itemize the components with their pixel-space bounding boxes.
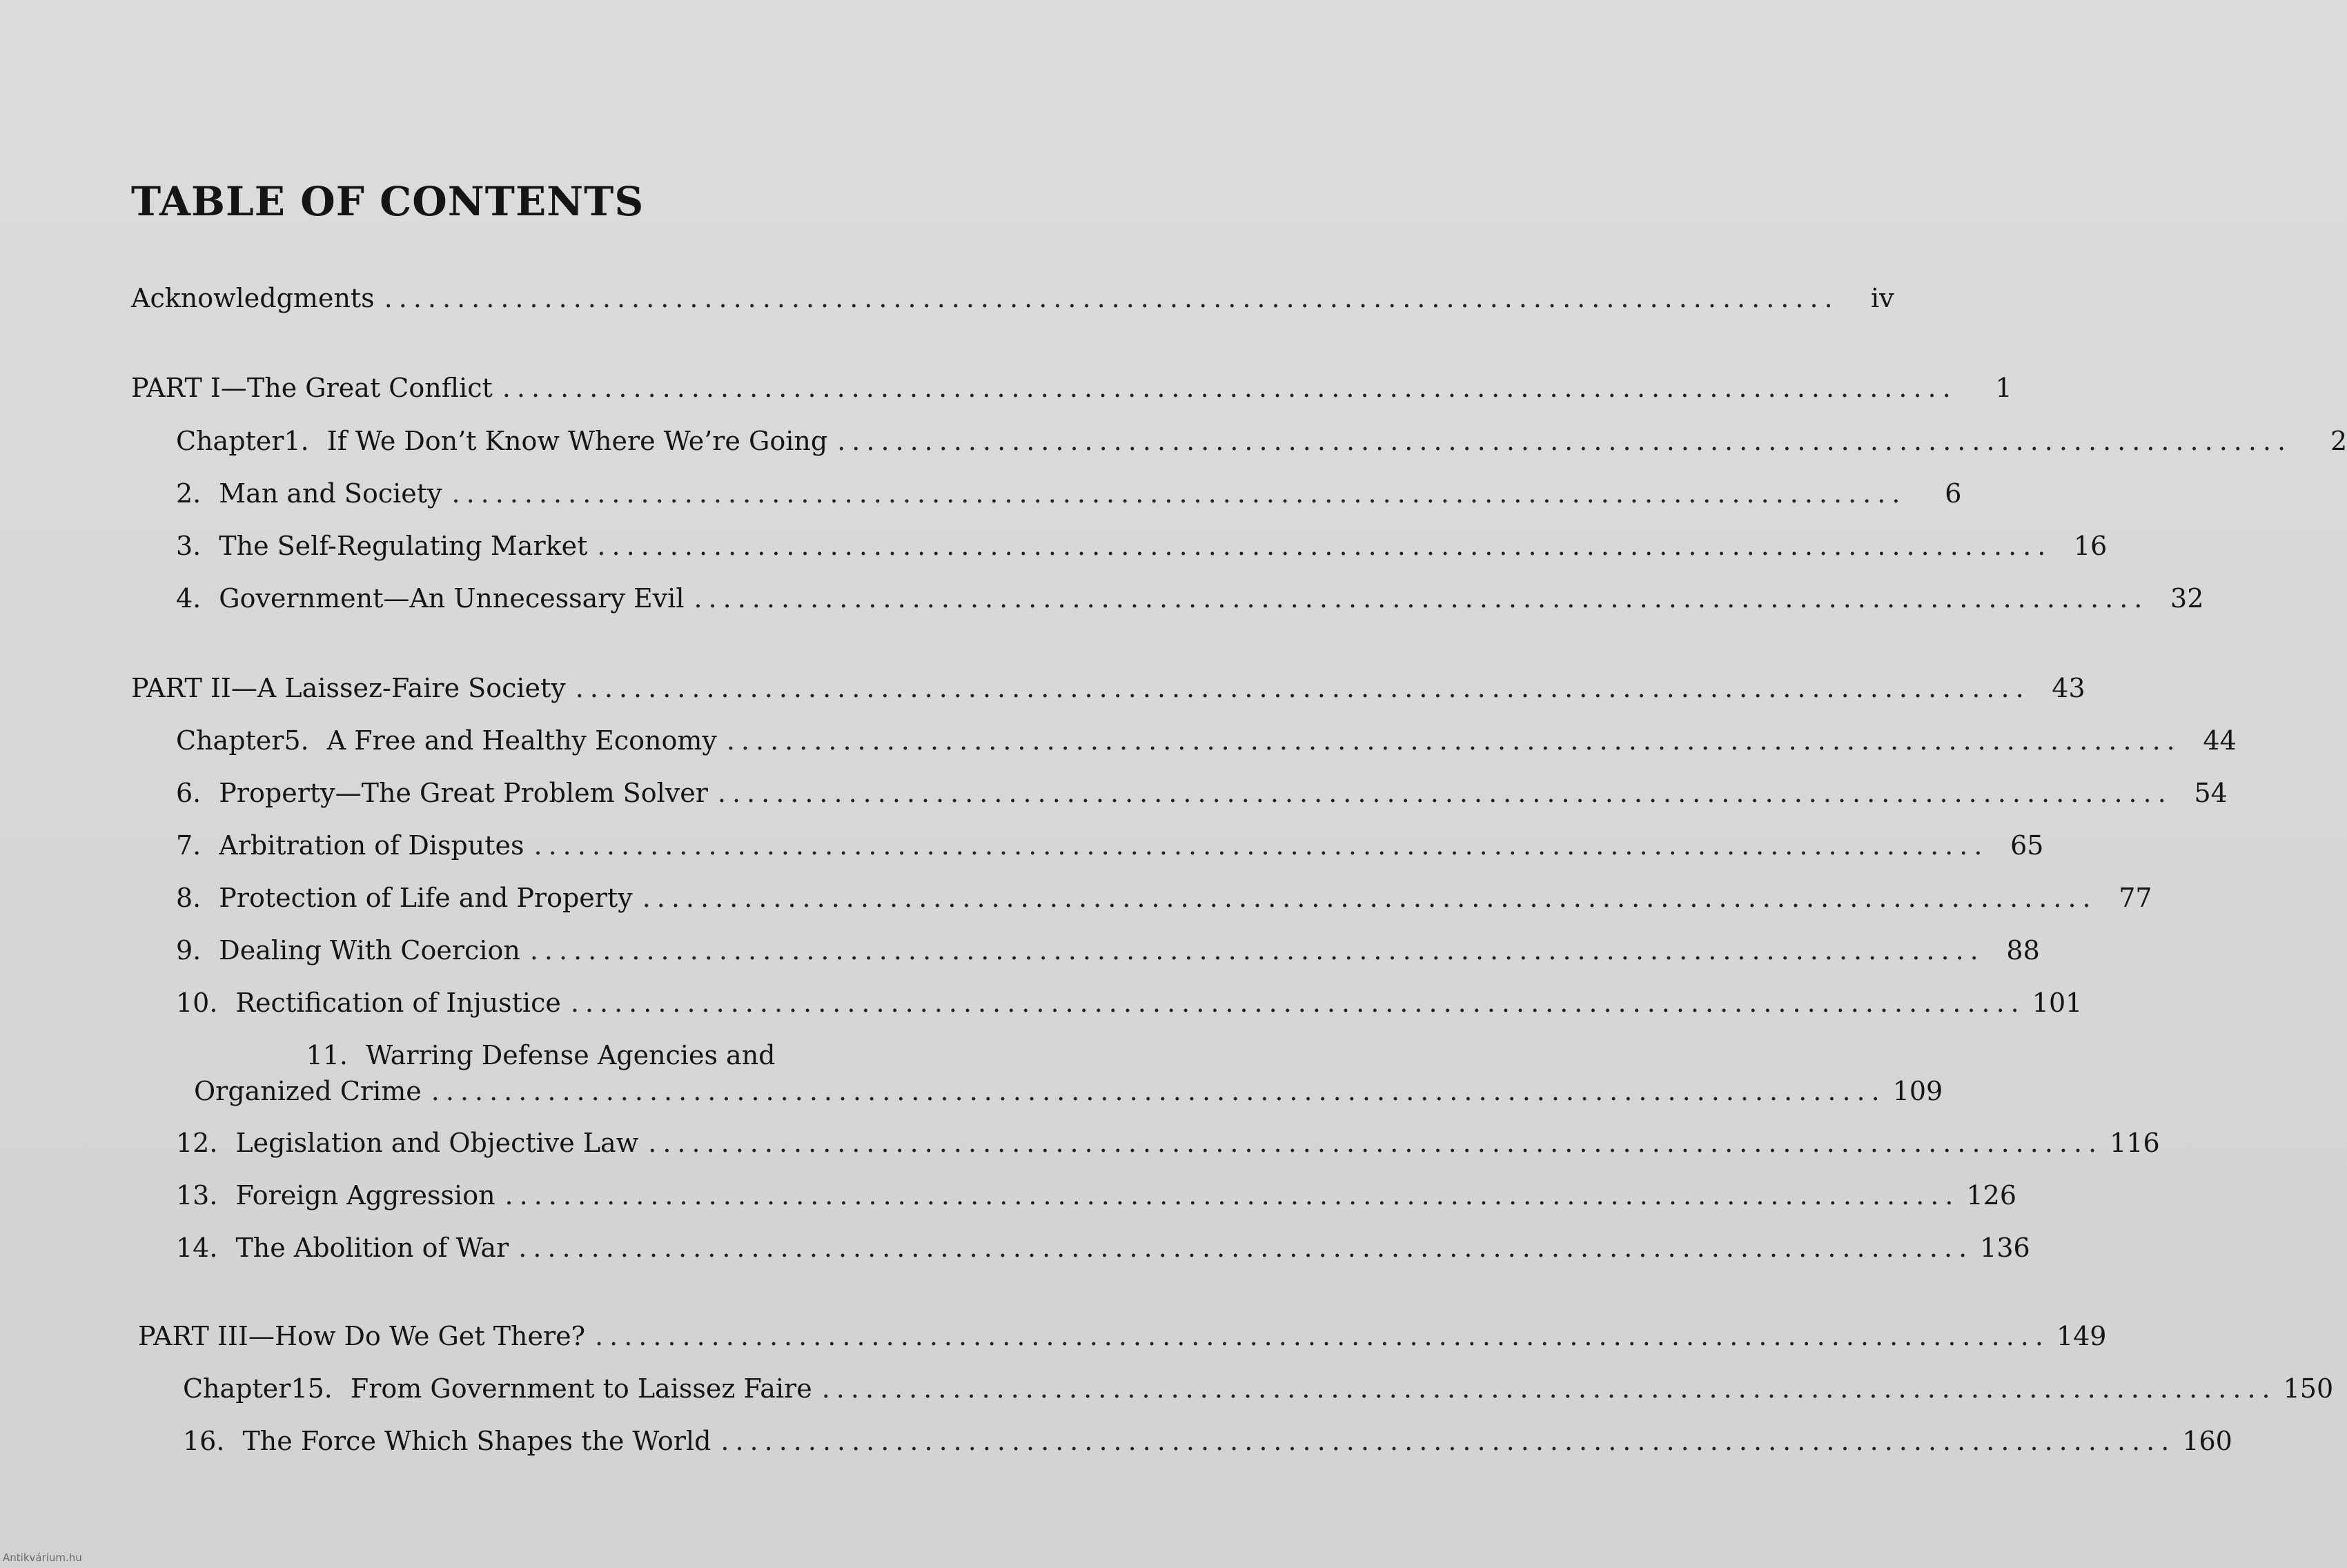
chapter-number: 8.: [176, 883, 202, 913]
toc-chapter-4[interactable]: [176, 583, 2204, 614]
leader-dots: ....................................................................................................: [575, 673, 2030, 703]
part-title: PART III—How Do We Get There?: [138, 1321, 586, 1351]
leader-dots: ....................................................................................................: [717, 778, 2172, 808]
chapter-title: The Self-Regulating Market: [219, 531, 588, 561]
toc-part-2[interactable]: [131, 673, 2085, 703]
chapter-number: 7.: [176, 830, 202, 861]
leader-dots: ....................................................................................................: [451, 478, 1907, 509]
watermark: Antikvárium.hu: [3, 1551, 82, 1564]
toc-chapter-5[interactable]: [176, 725, 2237, 756]
toc-part-3[interactable]: [138, 1321, 2107, 1351]
leader-dots: ....................................................................................................: [720, 1426, 2176, 1456]
chapter-title: Rectification of Injustice: [235, 988, 561, 1018]
chapter-page: 88: [2006, 935, 2040, 966]
toc-chapter-11[interactable]: [176, 1040, 1943, 1106]
leader-dots: ....................................................................................................: [518, 1233, 1974, 1263]
toc-chapter-8[interactable]: [176, 883, 2152, 913]
leader-dots: ....................................................................................................: [597, 531, 2052, 561]
toc-chapter-7[interactable]: [176, 830, 2044, 861]
chapter-page: 6: [1945, 478, 1962, 509]
chapter-page: 32: [2170, 583, 2204, 614]
chapter-page: 16: [2073, 531, 2108, 561]
chapter-number: 16.: [183, 1426, 225, 1456]
part-page: 43: [2052, 673, 2085, 703]
chapter-word: Chapter: [176, 725, 284, 756]
entry-page: iv: [1870, 283, 1894, 313]
chapter-number: 3.: [176, 531, 202, 561]
chapter-page: 109: [1892, 1076, 1943, 1106]
chapter-page: 65: [2010, 830, 2044, 861]
chapter-number: 10.: [176, 988, 218, 1018]
chapter-page: 136: [1980, 1233, 2030, 1263]
chapter-number: 5.: [284, 725, 309, 756]
chapter-title: The Abolition of War: [235, 1233, 509, 1263]
leader-dots: ....................................................................................................: [502, 373, 1957, 403]
toc-chapter-14[interactable]: [176, 1233, 2030, 1263]
leader-dots: ....................................................................................................: [533, 830, 1989, 861]
chapter-page: 77: [2119, 883, 2152, 913]
leader-dots: ....................................................................................................: [821, 1373, 2277, 1404]
leader-dots: ....................................................................................................: [837, 426, 2292, 456]
toc-entry-acknowledgments[interactable]: [131, 283, 1894, 313]
chapter-page: 101: [2032, 988, 2083, 1018]
chapter-number: 14.: [176, 1233, 218, 1263]
part-page: 149: [2056, 1321, 2107, 1351]
chapter-title: Legislation and Objective Law: [235, 1128, 639, 1158]
toc-chapter-1[interactable]: [176, 426, 2347, 456]
chapter-page: 44: [2203, 725, 2237, 756]
toc-chapter-12[interactable]: [176, 1128, 2160, 1158]
part-title: PART I—The Great Conflict: [131, 373, 493, 403]
chapter-word: Chapter: [176, 426, 284, 456]
toc-chapter-13[interactable]: [176, 1180, 2016, 1211]
chapter-number: 6.: [176, 778, 202, 808]
chapter-number: 13.: [176, 1180, 218, 1211]
chapter-page: 126: [1966, 1180, 2016, 1211]
toc-chapter-16[interactable]: [183, 1426, 2232, 1456]
toc-chapter-9[interactable]: [176, 935, 2040, 966]
leader-dots: ....................................................................................................: [384, 283, 1839, 313]
chapter-number: 2.: [176, 478, 202, 509]
chapter-title: From Government to Laissez Faire: [350, 1373, 812, 1404]
chapter-title: Foreign Aggression: [235, 1180, 495, 1211]
chapter-title: Protection of Life and Property: [219, 883, 633, 913]
chapter-page: 54: [2194, 778, 2228, 808]
toc-chapter-15[interactable]: [183, 1373, 2334, 1404]
chapter-page: 160: [2182, 1426, 2232, 1456]
chapter-title: Man and Society: [219, 478, 442, 509]
leader-dots: ....................................................................................................: [726, 725, 2181, 756]
chapter-title: Arbitration of Disputes: [219, 830, 524, 861]
leader-dots: ....................................................................................................: [431, 1076, 1886, 1106]
chapter-title: Property—The Great Problem Solver: [219, 778, 708, 808]
leader-dots: ....................................................................................................: [648, 1128, 2103, 1158]
chapter-title: Government—An Unnecessary Evil: [219, 583, 685, 614]
chapter-title: Dealing With Coercion: [219, 935, 520, 966]
toc-chapter-3[interactable]: [176, 531, 2108, 561]
chapter-title: If We Don’t Know Where We’re Going: [326, 426, 828, 456]
part-page: 1: [1995, 373, 2012, 403]
chapter-page: 116: [2110, 1128, 2160, 1158]
chapter-word: Chapter: [183, 1373, 291, 1404]
chapter-title: A Free and Healthy Economy: [326, 725, 717, 756]
chapter-page: 2: [2330, 426, 2347, 456]
chapter-title-continued: Organized Crime: [194, 1076, 422, 1106]
toc-chapter-2[interactable]: [176, 478, 1962, 509]
chapter-number: 9.: [176, 935, 202, 966]
chapter-page: 150: [2283, 1373, 2334, 1404]
chapter-number: 4.: [176, 583, 202, 614]
leader-dots: ....................................................................................................: [595, 1321, 2050, 1351]
leader-dots: ....................................................................................................: [642, 883, 2097, 913]
chapter-number: 15.: [291, 1373, 333, 1404]
part-title: PART II—A Laissez-Faire Society: [131, 673, 566, 703]
toc-part-1[interactable]: [131, 373, 2012, 403]
entry-title: Acknowledgments: [131, 283, 375, 313]
toc-chapter-10[interactable]: [176, 988, 2083, 1018]
chapter-number: 1.: [284, 426, 309, 456]
leader-dots: ....................................................................................................: [529, 935, 1985, 966]
toc-chapter-6[interactable]: [176, 778, 2228, 808]
leader-dots: ....................................................................................................: [570, 988, 2025, 1018]
leader-dots: ....................................................................................................: [504, 1180, 1960, 1211]
page-title: TABLE OF CONTENTS: [131, 178, 645, 225]
chapter-number: 11.: [306, 1040, 348, 1070]
chapter-title: Warring Defense Agencies and: [366, 1040, 776, 1070]
chapter-title: The Force Which Shapes the World: [242, 1426, 711, 1456]
leader-dots: ....................................................................................................: [694, 583, 2149, 614]
chapter-number: 12.: [176, 1128, 218, 1158]
